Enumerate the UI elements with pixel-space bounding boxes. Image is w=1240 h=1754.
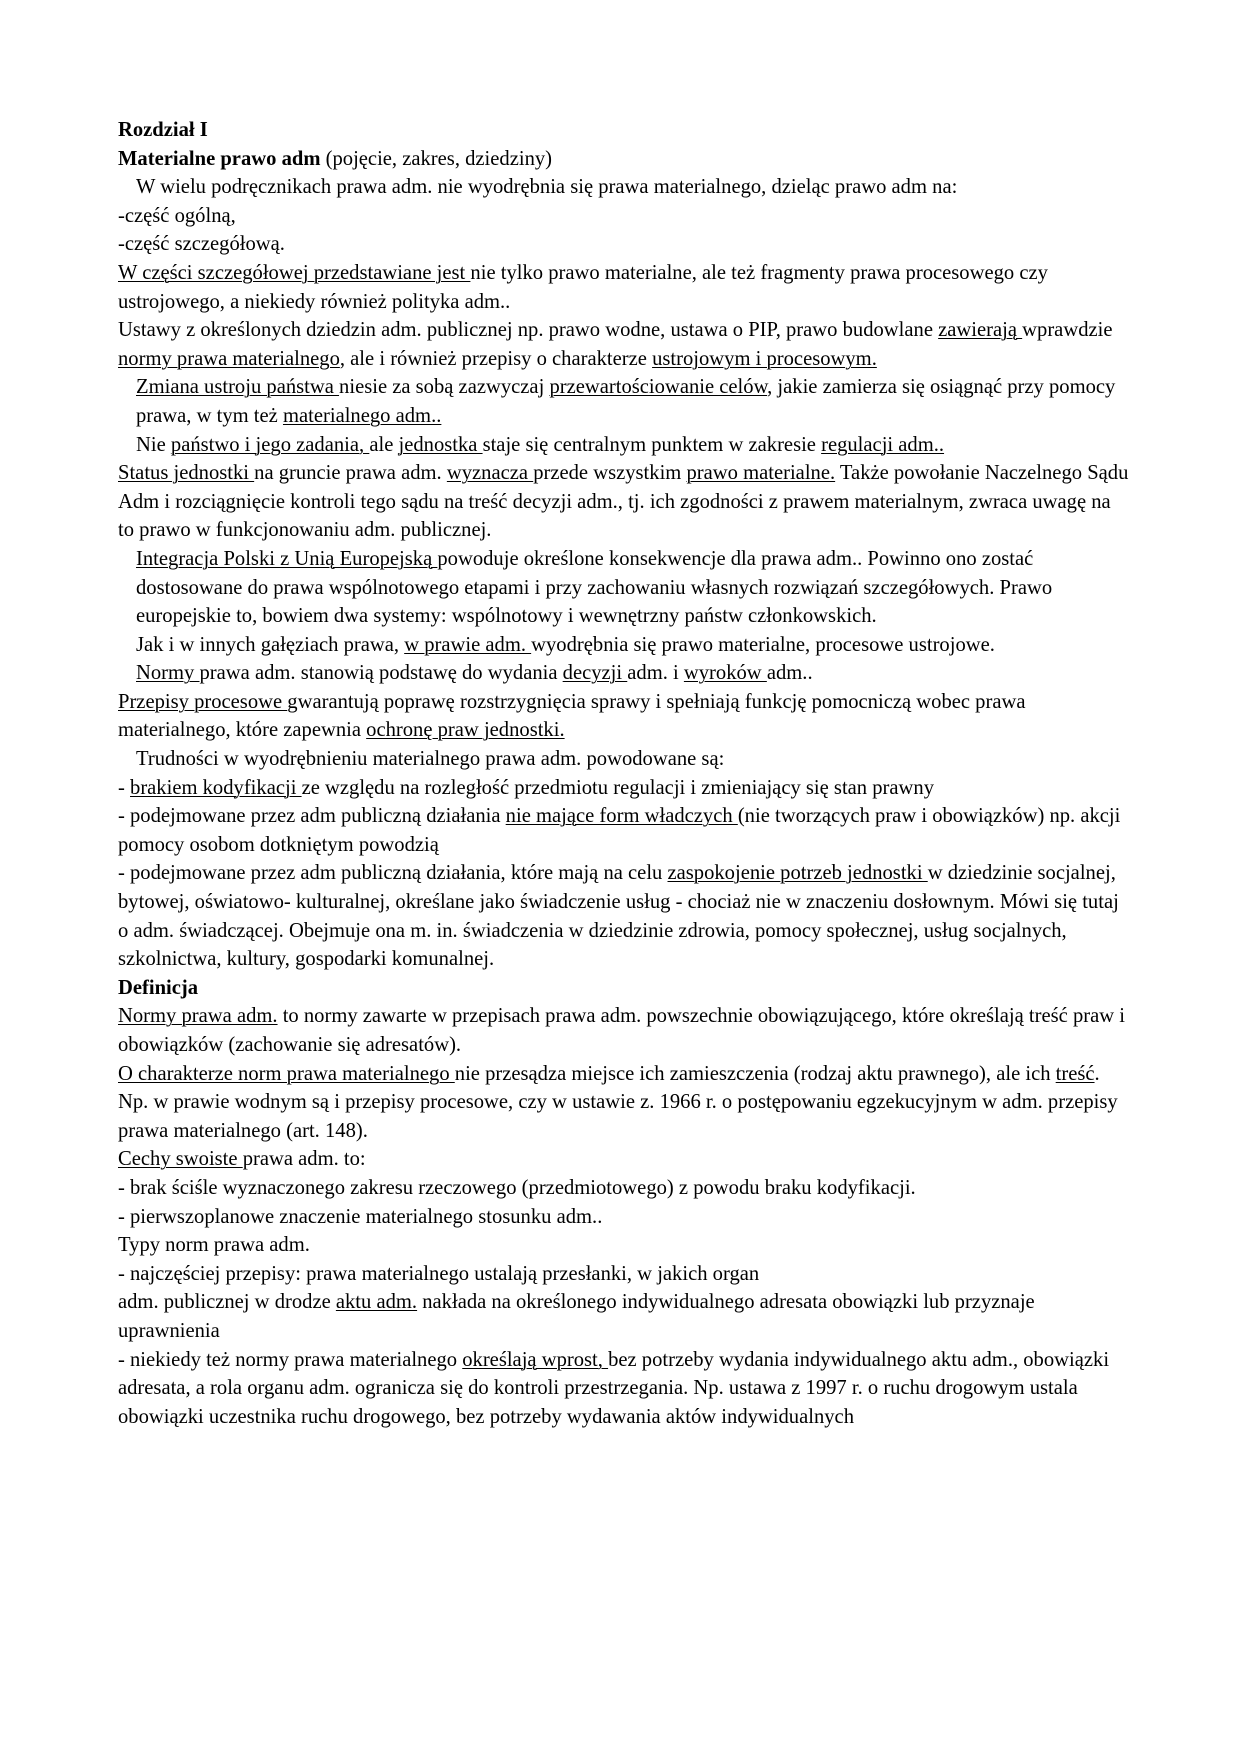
underlined-phrase: państwo i jego zadania,	[170, 433, 370, 456]
underlined-phrase: Integracja Polski z Unią Europejską	[136, 547, 438, 570]
underlined-phrase: nie mające form władczych	[505, 805, 738, 828]
paragraph: Przepisy procesowe gwarantują poprawę rozstrzygnięcia sprawy i spełniają funkcję pomocniczą wobec prawa materialnego, które zapewnia ochronę praw jednostki.	[118, 690, 1026, 742]
paragraph: Normy prawa adm. to normy zawarte w przepisach prawa adm. powszechnie obowiązującego, które określają treść praw i obowiązków (zachowanie się adresatów).	[118, 1005, 1125, 1056]
underlined-phrase: w prawie adm.	[404, 633, 532, 656]
underlined-phrase: materialnego adm..	[282, 404, 442, 427]
paragraph: W części szczegółowej przedstawiane jest nie tylko prawo materialne, ale też fragmenty prawa procesowego czy ustrojowego, a niekiedy również polityka adm..	[118, 261, 1048, 313]
definition-heading: Definicja	[118, 976, 199, 999]
underlined-phrase: normy prawa materialnego	[118, 347, 340, 370]
paragraph: adm. publicznej w drodze aktu adm. nakłada na określonego indywidualnego adresata obowiązki lub przyznaje uprawnienia	[118, 1291, 1035, 1342]
paragraph: O charakterze norm prawa materialnego nie przesądza miejsce ich zamieszczenia (rodzaj aktu prawnego), ale ich treść. Np. w prawie wodnym są i przepisy procesowe, czy w ustawie z. 1966 r. o postępowaniu egzekucyjnym w adm. przepisy prawa materialnego (art. 148).	[118, 1062, 1118, 1142]
underlined-phrase: aktu adm.	[335, 1291, 418, 1314]
underlined-phrase: jednostka	[398, 433, 483, 456]
underlined-phrase: wyznacza	[446, 462, 534, 485]
paragraph: Nie państwo i jego zadania, ale jednostka staje się centralnym punktem w zakresie regulacji adm..	[136, 433, 945, 456]
bullet-item: - brakiem kodyfikacji ze względu na rozległość przedmiotu regulacji i zmieniający się stan prawny	[118, 776, 935, 799]
underlined-phrase: Zmiana ustroju państwa	[136, 376, 340, 399]
bullet-item: - brak ściśle wyznaczonego zakresu rzeczowego (przedmiotowego) z powodu braku kodyfikacji.	[118, 1176, 916, 1199]
paragraph: Zmiana ustroju państwa niesie za sobą zazwyczaj przewartościowanie celów, jakie zamierza się osiągnąć przy pomocy prawa, w tym też materialnego adm..	[136, 376, 1116, 427]
bullet-item: - podejmowane przez adm publiczną działania, które mają na celu zaspokojenie potrzeb jednostki w dziedzinie socjalnej, bytowej, oświatowo- kulturalnej, określane jako świadczenie usług - chociaż nie w znaczeniu dosłownym. Mówi się tutaj o adm. świadczącej. Obejmuje ona m. in. świadczenia w dziedzinie zdrowia, pomocy społecznej, usług socjalnych, szkolnictwa, kultury, gospodarki komunalnej.	[118, 862, 1119, 971]
underlined-phrase: ochronę praw jednostki.	[366, 719, 565, 742]
list-item: -część szczegółową.	[118, 233, 285, 256]
underlined-phrase: ustrojowym i procesowym.	[652, 347, 877, 370]
paragraph: Status jednostki na gruncie prawa adm. wyznacza przede wszystkim prawo materialne. Także powołanie Naczelnego Sądu Adm i rozciągnięcie kontroli tego sądu na treść decyzji adm., tj. ich zgodności z prawem materialnym, zwraca uwagę na to prawo w funkcjonowaniu adm. publicznej.	[118, 462, 1129, 542]
underlined-phrase: prawo materialne.	[686, 462, 836, 485]
underlined-phrase: O charakterze norm prawa materialnego	[118, 1062, 455, 1085]
underlined-phrase: Status jednostki	[118, 462, 255, 485]
bullet-item: - podejmowane przez adm publiczną działania nie mające form władczych (nie tworzących praw i obowiązków) np. akcji pomocy osobom dotkniętym powodzią	[118, 805, 1121, 856]
section-subtitle: (pojęcie, zakres, dziedziny)	[320, 147, 553, 170]
underlined-phrase: Cechy swoiste	[118, 1148, 243, 1171]
paragraph: Ustawy z określonych dziedzin adm. publicznej np. prawo wodne, ustawa o PIP, prawo budowlane zawierają wprawdzie normy prawa materialnego, ale i również przepisy o charakterze ustrojowym i procesowym.	[118, 319, 1113, 370]
paragraph: Jak i w innych gałęziach prawa, w prawie adm. wyodrębnia się prawo materialne, procesowe ustrojowe.	[136, 633, 995, 656]
paragraph: Integracja Polski z Unią Europejską powoduje określone konsekwencje dla prawa adm.. Powinno ono zostać dostosowane do prawa wspólnotowego etapami i przy zachowaniu własnych rozwiązań szczegółowych. Prawo europejskie to, bowiem dwa systemy: wspólnotowy i wewnętrzny państw członkowskich.	[136, 547, 1053, 628]
underlined-phrase: wyroków	[683, 662, 767, 685]
bullet-item: - najczęściej przepisy: prawa materialnego ustalają przesłanki, w jakich organ	[118, 1262, 760, 1285]
chapter-heading: Rozdział I	[118, 119, 208, 141]
paragraph: Normy prawa adm. stanowią podstawę do wydania decyzji adm. i wyroków adm..	[136, 662, 813, 685]
underlined-phrase: zawierają	[938, 319, 1023, 342]
underlined-phrase: decyzji	[562, 662, 628, 685]
bullet-item: - pierwszoplanowe znaczenie materialnego stosunku adm..	[118, 1205, 603, 1228]
underlined-phrase: Przepisy procesowe	[118, 690, 288, 713]
paragraph: Typy norm prawa adm.	[118, 1234, 310, 1257]
paragraph: Cechy swoiste prawa adm. to:	[118, 1148, 366, 1171]
section-heading	[118, 145, 1130, 174]
paragraph-intro: W wielu podręcznikach prawa adm. nie wyodrębnia się prawa materialnego, dzieląc prawo adm na:	[136, 176, 958, 199]
underlined-phrase: zaspokojenie potrzeb jednostki	[667, 862, 928, 885]
underlined-phrase: treść	[1055, 1062, 1095, 1085]
underlined-phrase: określają wprost,	[462, 1348, 609, 1371]
underlined-phrase: regulacji adm..	[821, 433, 945, 456]
section-title: Materialne prawo adm	[118, 147, 321, 170]
bullet-item: - niekiedy też normy prawa materialnego określają wprost, bez potrzeby wydania indywidualnego aktu adm., obowiązki adresata, a rola organu adm. ogranicza się do kontroli przestrzegania. Np. ustawa z 1997 r. o ruchu drogowym ustala obowiązki uczestnika ruchu drogowego, bez potrzeby wydawania aktów indywidualnych	[118, 1348, 1110, 1428]
underlined-phrase: brakiem kodyfikacji	[130, 776, 302, 799]
underlined-phrase: W części szczegółowej przedstawiane jest	[118, 261, 471, 284]
underlined-phrase: Normy prawa adm.	[118, 1005, 278, 1028]
paragraph: Trudności w wyodrębnieniu materialnego prawa adm. powodowane są:	[136, 748, 725, 771]
list-item: -część ogólną,	[118, 204, 236, 227]
underlined-phrase: przewartościowanie celów	[549, 376, 768, 399]
underlined-phrase: Normy	[136, 662, 200, 685]
